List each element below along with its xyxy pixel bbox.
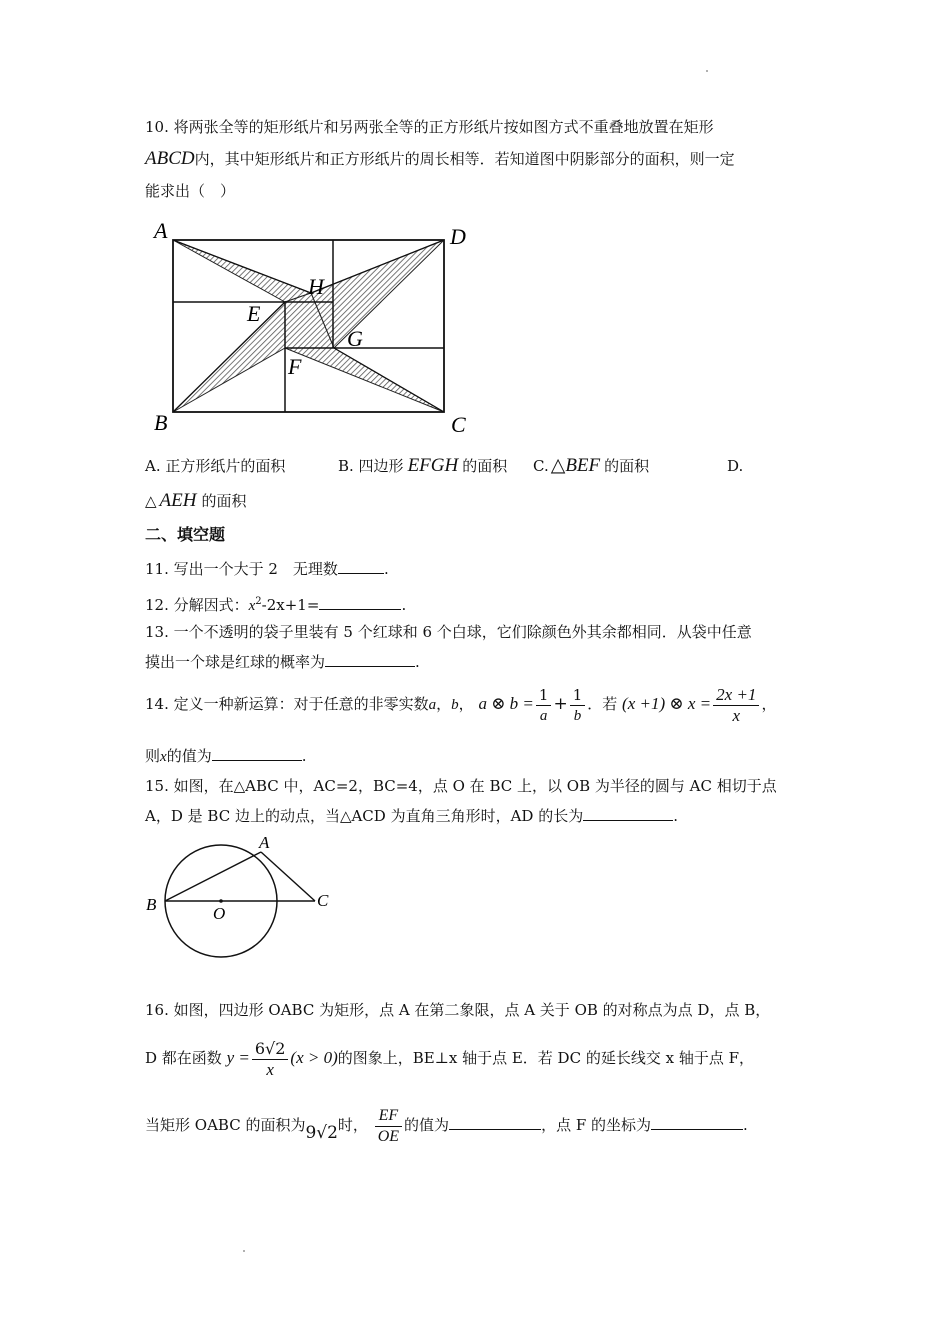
q16-domain: (x > 0) — [290, 1048, 338, 1067]
q10-stem-line3: 能求出（ ） — [145, 182, 236, 200]
q15-line2: A，D 是 BC 边上的动点，当△ACD 为直角三角形时，AD 的长为 . — [145, 807, 678, 825]
q13-answer-blank[interactable] — [325, 651, 415, 667]
shade-hdg — [311, 240, 444, 348]
q10-rect-name: ABCD — [145, 148, 195, 169]
label-c: C — [317, 891, 329, 910]
label-c: C — [451, 412, 466, 437]
q15-figure — [140, 835, 340, 960]
label-f: F — [288, 354, 302, 379]
q16-answer-blank-ratio[interactable] — [449, 1114, 541, 1130]
option-b-math: EFGH — [407, 455, 459, 476]
q16-line3: 当矩形 OABC 的面积为9√2时， $\frac{EF}{OE}$ 的值为 ，点 F 的坐标为 . — [145, 1106, 748, 1145]
q10-line2 — [145, 146, 735, 172]
option-c: C. △BEF 的面积 — [533, 455, 650, 476]
label-a: A — [154, 218, 168, 243]
option-d-triangle: △ — [145, 492, 157, 510]
q15-stem-line1: 15. 如图，在△ABC 中，AC=2，BC=4，点 O 在 BC 上，以 OB 为半径的圆与 AC 相切于点 — [145, 777, 777, 795]
label-g: G — [347, 326, 363, 351]
q15-answer-blank[interactable] — [583, 805, 673, 821]
q15-stem-line2: A，D 是 BC 边上的动点，当△ACD 为直角三角形时，AD 的长为 — [145, 807, 584, 825]
q16-func-lhs: y = — [226, 1048, 250, 1067]
option-c-math: △BEF — [550, 455, 601, 476]
q12-exponent: 2 — [255, 596, 262, 607]
label-b: B — [154, 410, 168, 435]
q16-answer-blank-coordinate[interactable] — [651, 1114, 743, 1130]
q10-stem-line1: 10. 将两张全等的矩形纸片和另两张全等的正方形纸片按如图方式不重叠地放置在矩形 — [145, 118, 714, 136]
q13-stem-line2: 摸出一个球是红球的概率为 — [145, 653, 326, 671]
q14-fraction-2: $\frac{1}{b}$ — [570, 685, 586, 726]
center-point-o — [219, 899, 223, 903]
option-a: A. 正方形纸片的面积 — [145, 457, 286, 475]
decorative-dot — [706, 70, 708, 72]
q10-stem-line2: 内，其中矩形纸片和正方形纸片的周长相等．若知道图中阴影部分的面积，则一定 — [194, 150, 735, 168]
label-h: H — [308, 274, 324, 299]
q14-fraction-3: $\frac{2x +1}{x}$ — [713, 685, 759, 726]
q12: 12. 分解因式：$x^2-2x+1=$ . — [145, 596, 407, 614]
option-d-label: D. — [727, 457, 744, 475]
label-a: A — [259, 835, 270, 852]
q11-answer-blank[interactable] — [338, 558, 384, 574]
q14-expr: (x +1) ⊗ x = — [622, 694, 712, 713]
shade-fgc — [285, 348, 444, 412]
label-b: B — [146, 895, 157, 914]
q14-line2: 则x的值为 . — [145, 747, 307, 765]
option-b: B. 四边形 EFGH 的面积 — [338, 455, 508, 476]
label-o: O — [213, 904, 226, 923]
option-d-text: 的面积 — [201, 492, 247, 510]
q16-line1 — [145, 999, 770, 1021]
q14-fraction-1: $\frac{1}{a}$ — [536, 685, 552, 726]
label-d: D — [450, 224, 466, 249]
decorative-dot — [243, 1250, 245, 1252]
q11: 11. 写出一个大于 2 无理数 . — [145, 560, 389, 578]
q12-answer-blank[interactable] — [319, 594, 401, 610]
q10-line1 — [145, 116, 714, 138]
option-d-math: AEH — [159, 490, 197, 511]
q13-line2: 摸出一个球是红球的概率为 . — [145, 653, 420, 671]
label-e: E — [247, 301, 261, 326]
q16-area-value: 9√2 — [305, 1123, 338, 1143]
q14-answer-blank[interactable] — [212, 745, 302, 761]
q10-line3 — [145, 180, 235, 202]
q15-line1 — [145, 775, 777, 797]
q16-ratio-fraction: $\frac{EF}{OE}$ — [375, 1106, 402, 1147]
q13-line1 — [145, 621, 752, 643]
q14-pre: 14. 定义一种新运算：对于任意的非零实数 — [145, 695, 429, 713]
q14-lhs: a ⊗ b = — [478, 694, 534, 713]
q10-figure — [150, 218, 480, 440]
segment-ac — [261, 852, 315, 901]
segment-cg — [334, 348, 444, 412]
q16-line2: D 都在函数 y = $\frac{6√2}{x}$ (x > 0)的图象上，BE⊥x 轴于点 E．若 DC 的延长线交 x 轴于点 F， — [145, 1038, 755, 1079]
q12-x: x — [248, 598, 256, 614]
q10-options-row2 — [145, 488, 247, 514]
q14-line1: 14. 定义一种新运算：对于任意的非零实数a，b， a ⊗ b = $\frac{1}{a}$ + $\frac{1}{b}$ ．若 (x +1) ⊗ x = $\frac{2x +1}{x}$ ， — [145, 684, 777, 725]
segment-ba — [165, 852, 261, 901]
q12-pre: 12. 分解因式： — [145, 596, 249, 614]
q12-rest: -2x+1= — [261, 596, 320, 614]
q16-stem-line1: 16. 如图，四边形 OABC 为矩形，点 A 在第二象限，点 A 关于 OB 的对称点为点 D，点 B， — [145, 1001, 771, 1019]
shade-aeh — [173, 240, 311, 302]
section-heading-fill-in: 二、填空题 — [145, 525, 226, 544]
q13-stem-line1: 13. 一个不透明的袋子里装有 5 个红球和 6 个白球，它们除颜色外其余都相同．从袋中任意 — [145, 623, 752, 641]
segment-ah — [173, 240, 311, 293]
q11-text: 11. 写出一个大于 2 无理数 — [145, 560, 338, 578]
q16-func-fraction: $\frac{6√2}{x}$ — [252, 1039, 289, 1080]
